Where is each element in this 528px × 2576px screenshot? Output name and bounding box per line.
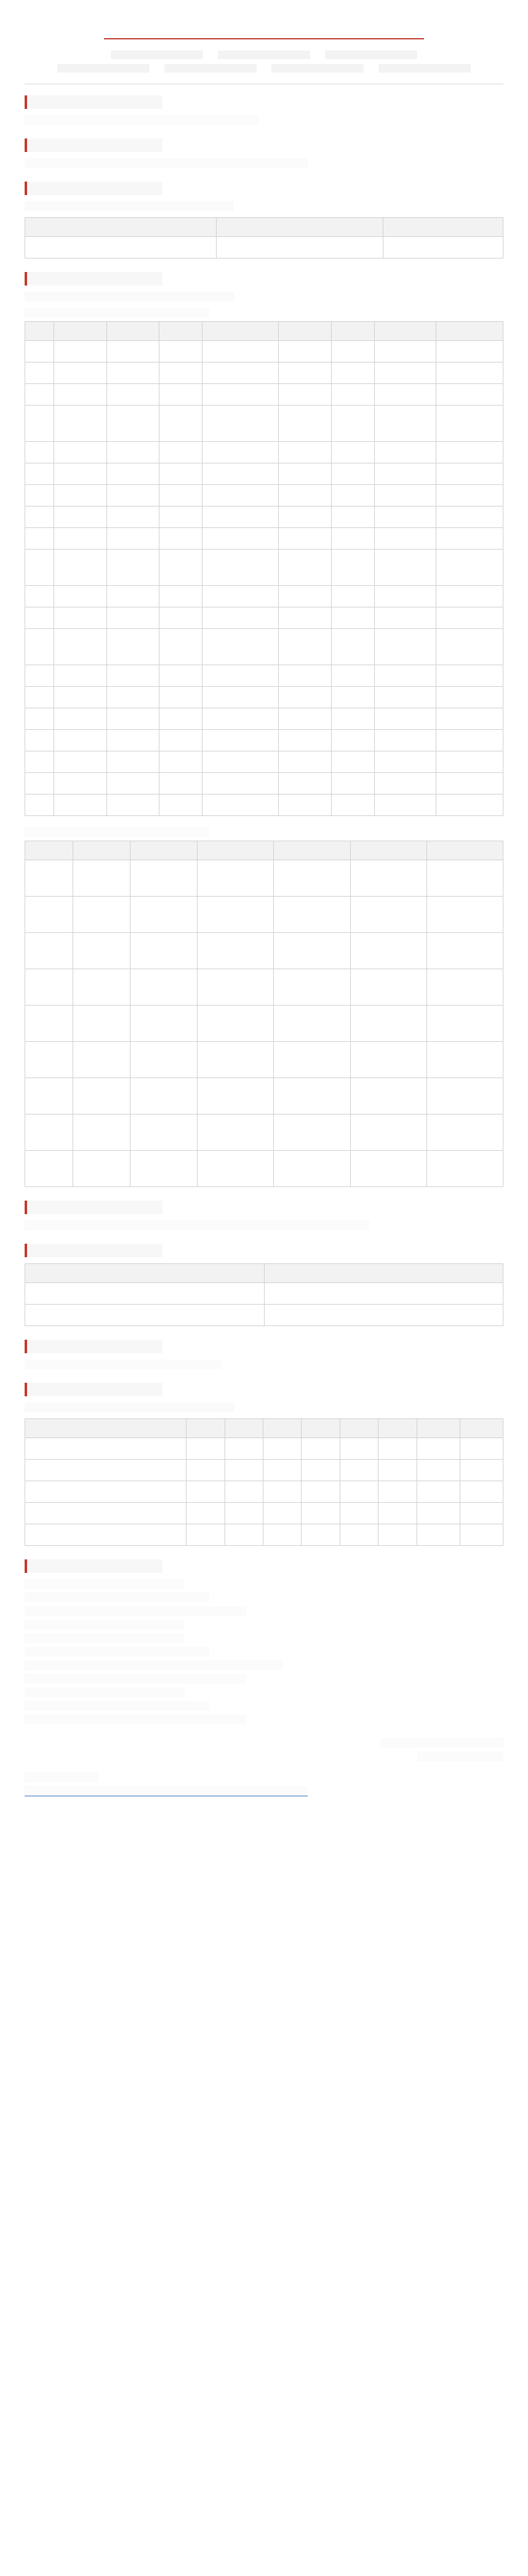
review-experts-section: [25, 1201, 503, 1230]
column-header: [25, 218, 217, 237]
lot-heading: [25, 292, 234, 302]
table-row: [25, 1042, 503, 1078]
contact-line: [25, 1633, 185, 1643]
table-header-row: [25, 1419, 503, 1438]
experts-text: [25, 1220, 369, 1230]
column-header: [340, 1419, 378, 1438]
scoring-table: [25, 1418, 503, 1546]
contact-line: [25, 1593, 209, 1602]
section-heading: [25, 138, 162, 152]
issuing-org: [380, 1738, 503, 1748]
section-heading: [25, 272, 162, 286]
column-header: [302, 1419, 340, 1438]
goods-category-heading: [25, 308, 209, 318]
table-row: [25, 1503, 503, 1524]
column-header: [54, 322, 106, 341]
column-header: [25, 1419, 186, 1438]
table-row: [25, 550, 503, 586]
table-row: [25, 1524, 503, 1546]
table-row: [25, 1078, 503, 1114]
table-row: [25, 485, 503, 506]
table-row: [25, 969, 503, 1006]
announcement-header: [25, 22, 503, 73]
procurement-meta-row: [25, 64, 503, 73]
column-header: [350, 841, 426, 860]
table-header-row: [25, 218, 503, 237]
column-header: [383, 218, 503, 237]
contact-line: [25, 1660, 283, 1670]
table-row: [25, 406, 503, 442]
table-cell: [25, 237, 217, 258]
other-matters-section: [25, 1383, 503, 1546]
table-row: [25, 665, 503, 687]
table-row: [25, 1283, 503, 1305]
table-row: [25, 1151, 503, 1187]
meta-item: [164, 64, 257, 73]
meta-item: [218, 50, 310, 59]
column-header: [460, 1419, 503, 1438]
contact-line: [25, 1687, 185, 1697]
column-header: [378, 1419, 417, 1438]
meta-item: [57, 64, 150, 73]
table-row: [25, 341, 503, 362]
table-header-row: [25, 322, 503, 341]
page-title: [104, 22, 424, 39]
contact-section: [25, 1559, 503, 1724]
table-row: [25, 933, 503, 969]
project-number-section: [25, 95, 503, 125]
section-heading: [25, 1559, 162, 1573]
column-header: [25, 1264, 265, 1283]
table-row: [25, 708, 503, 730]
table-row: [25, 897, 503, 933]
agency-fee-table: [25, 1263, 503, 1326]
table-row: [25, 794, 503, 816]
services-table: [25, 841, 503, 1187]
column-header: [216, 218, 383, 237]
section-heading: [25, 1340, 162, 1353]
section-heading: [25, 1201, 162, 1214]
contact-line: [25, 1620, 185, 1630]
table-row: [25, 860, 503, 897]
section-heading: [25, 95, 162, 109]
column-header: [25, 841, 73, 860]
section-heading: [25, 1383, 162, 1396]
project-name-section: [25, 138, 503, 168]
column-header: [130, 841, 198, 860]
issue-date: [417, 1751, 503, 1761]
table-header-row: [25, 841, 503, 860]
winning-supplier-table: [25, 217, 503, 258]
contact-line: [25, 1714, 246, 1724]
column-header: [225, 1419, 263, 1438]
main-item-info-section: [25, 272, 503, 1187]
table-row: [25, 586, 503, 607]
table-row: [25, 442, 503, 463]
lot-heading: [25, 1402, 234, 1412]
table-row: [25, 1481, 503, 1503]
announcement-period-section: [25, 1340, 503, 1369]
table-cell: [216, 237, 383, 258]
column-header: [106, 322, 159, 341]
meta-item: [378, 64, 471, 73]
service-category-heading: [25, 827, 209, 837]
table-row: [25, 730, 503, 751]
column-header: [263, 1419, 301, 1438]
table-row: [25, 1006, 503, 1042]
table-row: [25, 1305, 503, 1326]
table-row: [25, 1460, 503, 1481]
table-row: [25, 384, 503, 406]
column-header: [25, 322, 54, 341]
lot-heading: [25, 201, 234, 211]
table-row: [25, 528, 503, 550]
contact-line: [25, 1579, 185, 1589]
project-number-text: [25, 115, 258, 125]
table-row: [25, 463, 503, 485]
column-header: [374, 322, 436, 341]
column-header: [202, 322, 279, 341]
table-cell: [383, 237, 503, 258]
column-header: [274, 841, 350, 860]
table-row: [25, 751, 503, 773]
contact-line: [25, 1701, 209, 1711]
table-row: [25, 1438, 503, 1460]
attachment-link[interactable]: [25, 1786, 308, 1796]
meta-item: [325, 50, 417, 59]
publish-meta-row: [25, 50, 503, 59]
table-row: [25, 607, 503, 629]
column-header: [159, 322, 202, 341]
column-header: [331, 322, 374, 341]
column-header: [417, 1419, 460, 1438]
signature-block: [25, 1738, 503, 1761]
table-row: [25, 362, 503, 384]
column-header: [426, 841, 503, 860]
table-row: [25, 687, 503, 708]
attachments-section: [25, 1772, 503, 1796]
announcement-period-text: [25, 1359, 222, 1369]
contact-line: [25, 1647, 209, 1657]
contact-line: [25, 1674, 246, 1684]
agency-fee-section: [25, 1244, 503, 1326]
procurement-result-section: [25, 182, 503, 258]
table-header-row: [25, 1264, 503, 1283]
meta-item: [111, 50, 203, 59]
column-header: [436, 322, 503, 341]
project-name-text: [25, 158, 308, 168]
table-row: [25, 773, 503, 794]
table-row: [25, 506, 503, 528]
contact-line: [25, 1606, 246, 1616]
table-row: [25, 629, 503, 665]
meta-item: [271, 64, 364, 73]
section-heading: [25, 182, 162, 195]
attachments-heading: [25, 1772, 98, 1782]
goods-table: [25, 321, 503, 816]
column-header: [198, 841, 274, 860]
section-heading: [25, 1244, 162, 1257]
column-header: [279, 322, 331, 341]
column-header: [186, 1419, 225, 1438]
column-header: [264, 1264, 503, 1283]
table-row: [25, 237, 503, 258]
column-header: [73, 841, 130, 860]
table-row: [25, 1114, 503, 1151]
